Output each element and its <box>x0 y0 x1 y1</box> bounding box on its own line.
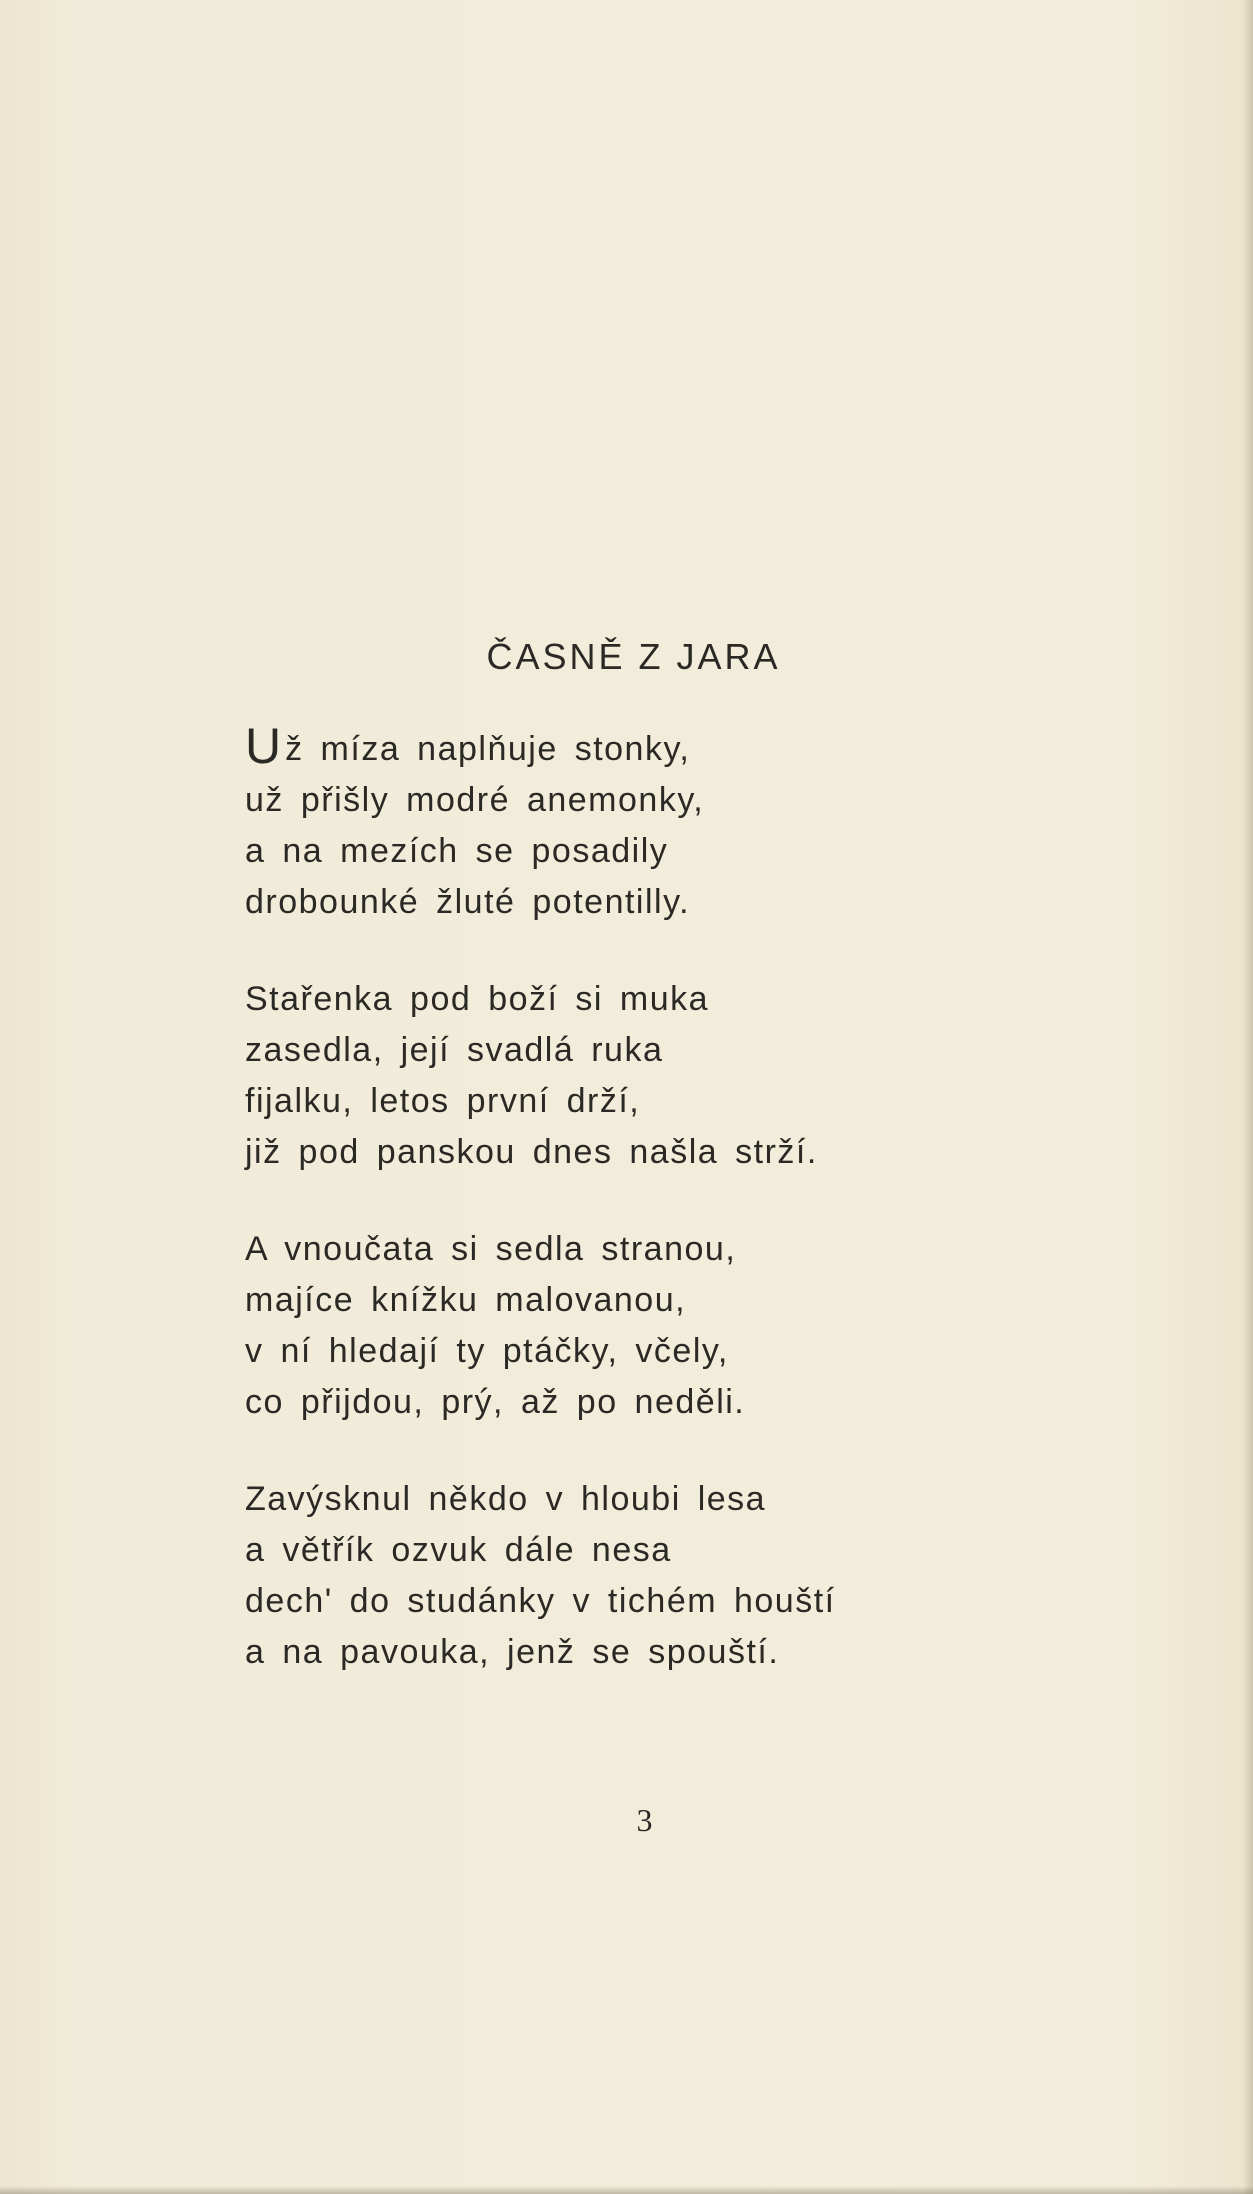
poem-line: v ní hledají ty ptáčky, včely, <box>245 1332 729 1370</box>
poem-line-text: ž míza naplňuje stonky, <box>285 730 691 768</box>
poem-line: zasedla, její svadlá ruka <box>245 1031 664 1069</box>
poem-line: dech' do studánky v tichém houští <box>245 1582 836 1620</box>
poem-line <box>245 718 1145 775</box>
page-edge-bottom <box>0 2186 1253 2194</box>
drop-cap: U <box>245 718 282 774</box>
poem-line: co přijdou, prý, až po neděli. <box>245 1383 746 1421</box>
stanza-4 <box>245 1474 1145 1678</box>
poem-line: drobounké žluté potentilly. <box>245 883 691 921</box>
poem-line: Zavýsknul někdo v hloubi lesa <box>245 1480 767 1518</box>
poem-line: již pod panskou dnes našla strží. <box>245 1133 818 1171</box>
stanza-1 <box>245 718 1145 928</box>
poem-line: a na pavouka, jenž se spouští. <box>245 1633 780 1671</box>
poem-line: majíce knížku malovanou, <box>245 1281 687 1319</box>
poem-line: už přišly modré anemonky, <box>245 781 705 819</box>
poem-line: a na mezích se posadily <box>245 832 669 870</box>
poem-title: ČASNĚ Z JARA <box>486 636 781 677</box>
poem-body <box>245 718 1145 1724</box>
page-edge-right <box>1243 0 1253 2194</box>
poem-line: a větřík ozvuk dále nesa <box>245 1531 672 1569</box>
poem-line: A vnoučata si sedla stranou, <box>245 1230 737 1268</box>
poem-line: Stařenka pod boží si muka <box>245 980 710 1018</box>
poem-line: fijalku, letos první drží, <box>245 1082 641 1120</box>
page-number: 3 <box>636 1802 653 1838</box>
stanza-2 <box>245 974 1145 1178</box>
stanza-3 <box>245 1224 1145 1428</box>
